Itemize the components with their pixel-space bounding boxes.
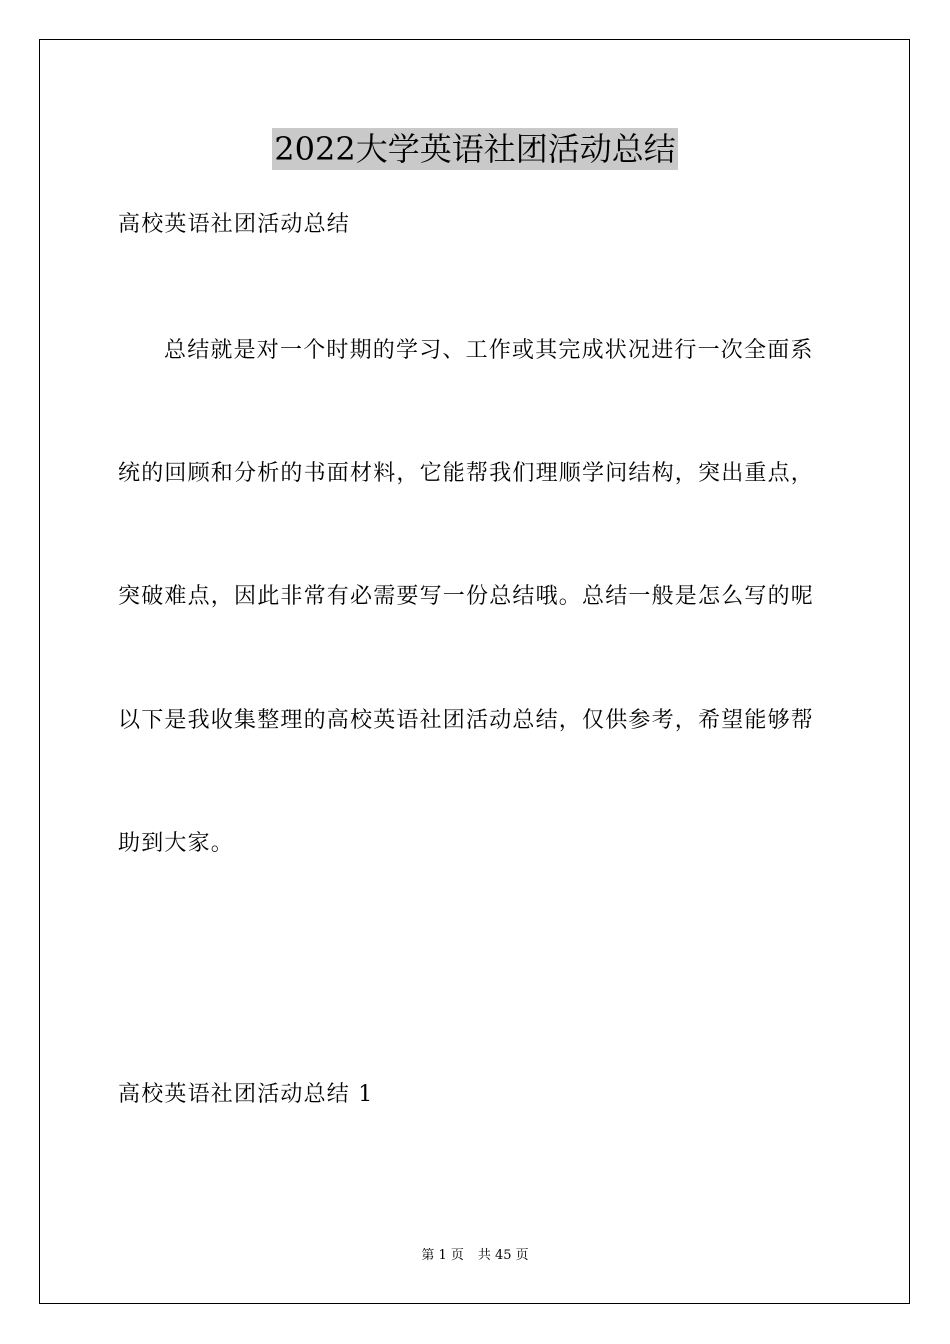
paragraph-line-1: 总结就是对一个时期的学习、工作或其完成状况进行一次全面系 — [164, 338, 814, 363]
page-total: 共 45 页 — [477, 1248, 529, 1263]
paragraph-line-2: 统的回顾和分析的书面材料，它能帮我们理顺学问结构，突出重点， — [118, 461, 815, 486]
page-number: 第 1 页 — [421, 1248, 464, 1263]
page-footer — [0, 1247, 950, 1265]
title-container — [0, 128, 950, 170]
paragraph-line-4: 以下是我收集整理的高校英语社团活动总结，仅供参考，希望能够帮 — [118, 708, 815, 733]
paragraph-line-3: 突破难点，因此非常有必需要写一份总结哦。总结一般是怎么写的呢 — [118, 584, 815, 609]
document-title: 2022大学英语社团活动总结 — [274, 130, 676, 168]
section-heading: 高校英语社团活动总结 1 — [118, 1082, 374, 1107]
paragraph-line-5: 助到大家。 — [118, 831, 235, 856]
document-subtitle: 高校英语社团活动总结 — [118, 212, 351, 237]
